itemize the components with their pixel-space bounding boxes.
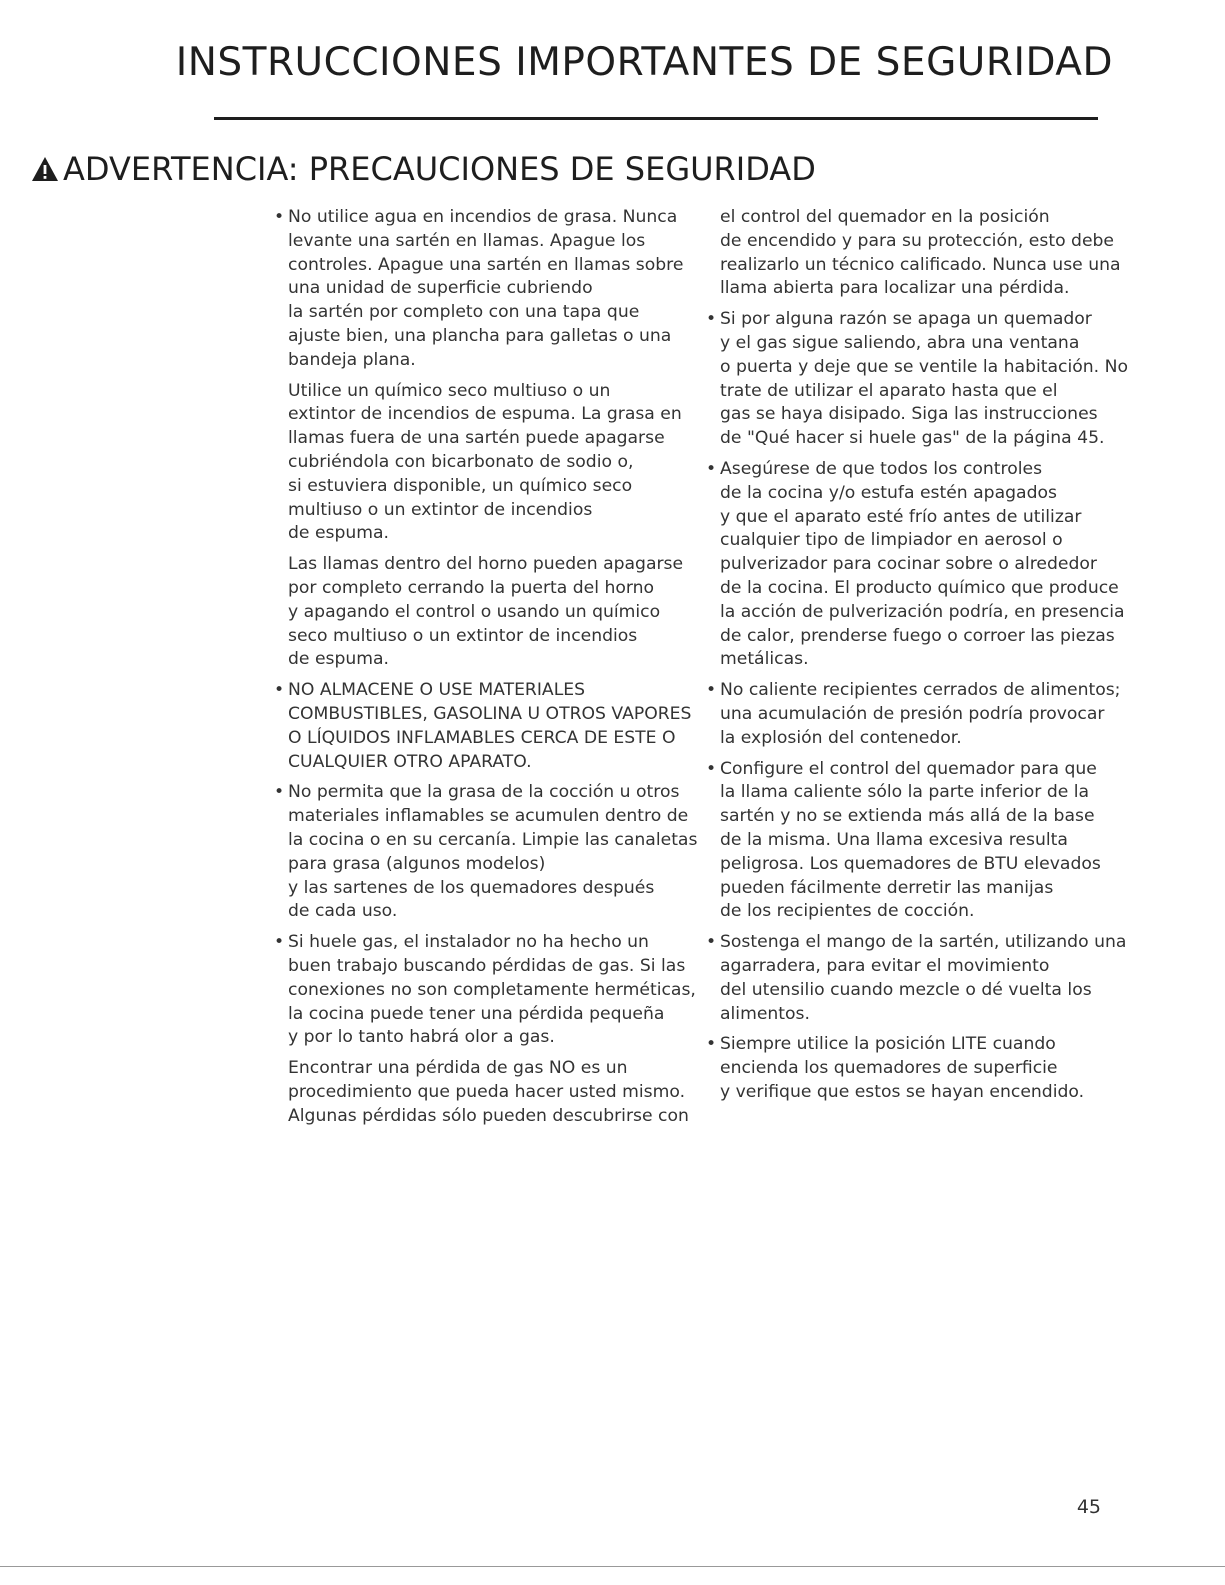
text-line: No permita que la grasa de la cocción u otros: [288, 782, 680, 803]
bullet-icon: •: [706, 309, 717, 330]
text-line: y apagando el control o usando un químico: [288, 601, 661, 622]
text-line: y por lo tanto habrá olor a gas.: [288, 1027, 555, 1048]
text-line: y el gas sigue saliendo, abra una ventana: [720, 332, 1080, 353]
text-line: materiales inflamables se acumulen dentro de: [288, 806, 689, 827]
text-line: si estuviera disponible, un químico seco: [288, 475, 633, 496]
text-line: y verifique que estos se hayan encendido.: [720, 1081, 1085, 1102]
text-line: peligrosa. Los quemadores de BTU elevados: [720, 853, 1101, 874]
text-line: y que el aparato esté frío antes de utilizar: [720, 506, 1082, 527]
bullet-item: [706, 931, 1127, 1026]
text-line: NO ALMACENE O USE MATERIALES: [288, 680, 586, 701]
left-column: [274, 206, 698, 1135]
text-line: del utensilio cuando mezcle o dé vuelta los: [720, 979, 1092, 1000]
text-line: de cada uso.: [288, 901, 398, 922]
text-line: una acumulación de presión podría provocar: [720, 703, 1105, 724]
text-line: de encendido y para su protección, esto debe: [720, 230, 1115, 251]
text-line: Asegúrese de que todos los controles: [720, 458, 1043, 479]
text-line: de la misma. Una llama excesiva resulta: [720, 829, 1068, 850]
text-line: una unidad de superficie cubriendo: [288, 278, 593, 299]
text-line: por completo cerrando la puerta del horno: [288, 577, 655, 598]
text-line: controles. Apague una sartén en llamas sobre: [288, 254, 684, 275]
text-line: cualquier tipo de limpiador en aerosol o: [720, 530, 1063, 551]
warning-triangle-icon: [31, 156, 59, 182]
text-line: sartén y no se extienda más allá de la base: [720, 806, 1095, 827]
text-line: la cocina o en su cercanía. Limpie las canaletas: [288, 829, 698, 850]
text-line: la llama caliente sólo la parte inferior de la: [720, 782, 1090, 803]
page-header-title: INSTRUCCIONES IMPORTANTES DE SEGURIDAD: [175, 40, 1113, 85]
text-line: CUALQUIER OTRO APARATO.: [288, 751, 532, 772]
text-line: de la cocina. El producto químico que produce: [720, 577, 1119, 598]
text-line: pueden fácilmente derretir las manijas: [720, 877, 1054, 898]
bullet-item: [706, 1033, 1122, 1104]
text-line: la acción de pulverización podría, en presencia: [720, 601, 1125, 622]
text-line: de calor, prenderse fuego o corroer las piezas: [720, 625, 1115, 646]
paragraph: [274, 1057, 694, 1128]
text-line: trate de utilizar el aparato hasta que el: [720, 380, 1058, 401]
text-line: Las llamas dentro del horno pueden apagarse: [288, 554, 684, 575]
bullet-icon: •: [706, 1034, 717, 1055]
text-line: No caliente recipientes cerrados de alimentos;: [720, 680, 1121, 701]
paragraph: [274, 553, 694, 672]
text-line: cubriéndola con bicarbonato de sodio o,: [288, 451, 634, 472]
text-line: la cocina puede tener una pérdida pequeña: [288, 1003, 665, 1024]
text-line: Si huele gas, el instalador no ha hecho un: [288, 932, 649, 953]
text-line: de "Qué hacer si huele gas" de la página 45.: [720, 428, 1105, 449]
text-line: de la cocina y/o estufa estén apagados: [720, 482, 1057, 503]
bullet-icon: •: [274, 207, 285, 227]
text-line: llamas fuera de una sartén puede apagarse: [288, 428, 665, 449]
bullet-item: [274, 781, 698, 924]
bullet-icon: •: [706, 932, 717, 953]
text-line: el control del quemador en la posición: [720, 207, 1050, 227]
text-line: y las sartenes de los quemadores después: [288, 877, 655, 898]
bullet-item: [274, 679, 694, 774]
bullet-item: [274, 931, 694, 1050]
bullet-icon: •: [274, 782, 285, 803]
text-line: la sartén por completo con una tapa que: [288, 302, 640, 323]
text-line: Configure el control del quemador para que: [720, 758, 1097, 779]
text-line: Sostenga el mango de la sartén, utilizando una: [720, 932, 1127, 953]
text-line: Algunas pérdidas sólo pueden descubrirse con: [288, 1105, 689, 1126]
text-line: encienda los quemadores de superficie: [720, 1058, 1058, 1079]
text-line: de espuma.: [288, 649, 390, 670]
text-line: agarradera, para evitar el movimiento: [720, 955, 1050, 976]
bullet-item: [706, 458, 1125, 672]
header-rule: [214, 117, 1098, 120]
text-line: multiuso o un extintor de incendios: [288, 499, 593, 520]
bottom-rule: [0, 1566, 1225, 1567]
paragraph: [706, 206, 1122, 301]
text-line: Utilice un químico seco multiuso o un: [288, 380, 611, 401]
text-line: la explosión del contenedor.: [720, 727, 962, 748]
text-line: O LÍQUIDOS INFLAMABLES CERCA DE ESTE O: [288, 727, 676, 748]
text-line: pulverizador para cocinar sobre o alrededor: [720, 554, 1097, 575]
text-line: levante una sartén en llamas. Apague los: [288, 230, 646, 251]
text-line: conexiones no son completamente herméticas,: [288, 979, 696, 1000]
bullet-item: [706, 679, 1122, 750]
bullet-icon: •: [706, 680, 717, 701]
text-line: alimentos.: [720, 1003, 810, 1024]
text-line: Siempre utilice la posición LITE cuando: [720, 1034, 1056, 1055]
text-line: o puerta y deje que se ventile la habitación. No: [720, 356, 1128, 377]
bullet-item: [274, 206, 694, 373]
text-line: metálicas.: [720, 649, 809, 670]
right-column: [706, 206, 1128, 1112]
page-number: 45: [1076, 1496, 1101, 1518]
bullet-icon: •: [274, 680, 285, 701]
bullet-icon: •: [706, 458, 717, 479]
text-line: extintor de incendios de espuma. La grasa en: [288, 404, 682, 425]
text-line: buen trabajo buscando pérdidas de gas. Si las: [288, 955, 686, 976]
text-line: seco multiuso o un extintor de incendios: [288, 625, 638, 646]
text-line: procedimiento que pueda hacer usted mismo.: [288, 1081, 686, 1102]
text-line: llama abierta para localizar una pérdida.: [720, 278, 1070, 299]
bullet-icon: •: [706, 758, 717, 779]
text-line: realizarlo un técnico calificado. Nunca use una: [720, 254, 1121, 275]
text-line: gas se haya disipado. Siga las instrucciones: [720, 404, 1098, 425]
text-line: No utilice agua en incendios de grasa. Nunca: [288, 207, 678, 227]
text-line: de los recipientes de cocción.: [720, 901, 975, 922]
section-heading: [31, 150, 816, 188]
bullet-item: [706, 758, 1122, 925]
bullet-icon: •: [274, 932, 285, 953]
text-line: Encontrar una pérdida de gas NO es un: [288, 1058, 628, 1079]
text-line: ajuste bien, una plancha para galletas o una: [288, 325, 672, 346]
text-line: bandeja plana.: [288, 349, 416, 370]
section-heading-text: ADVERTENCIA: PRECAUCIONES DE SEGURIDAD: [63, 150, 816, 188]
text-line: para grasa (algunos modelos): [288, 853, 546, 874]
paragraph: [274, 380, 694, 547]
text-line: COMBUSTIBLES, GASOLINA U OTROS VAPORES: [288, 703, 692, 724]
text-line: Si por alguna razón se apaga un quemador: [720, 309, 1092, 330]
bullet-item: [706, 308, 1128, 451]
text-line: de espuma.: [288, 523, 390, 544]
